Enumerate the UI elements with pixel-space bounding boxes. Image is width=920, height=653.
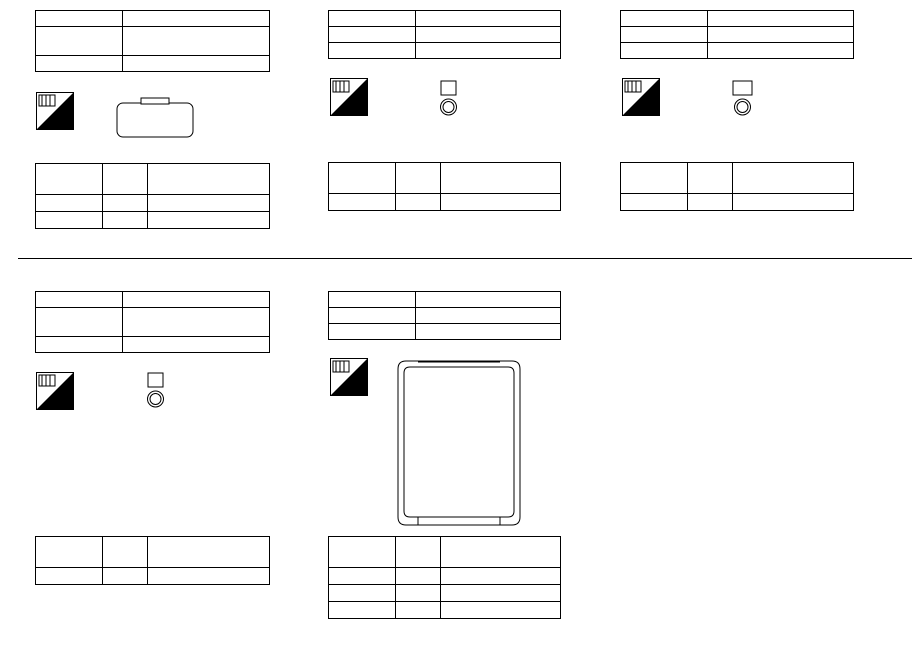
signal-name-header: [441, 537, 561, 568]
connector-name-label: [621, 27, 708, 43]
connector-no-label: [36, 292, 123, 308]
connector-no-value: [416, 11, 561, 27]
connector-name-label: [36, 27, 123, 56]
connector-face-f44: [145, 372, 167, 410]
terminal-no-header: [36, 537, 103, 568]
connector-info-f44: [35, 291, 270, 353]
connector-no-label: [621, 11, 708, 27]
connector-color-label: [621, 43, 708, 59]
connector-name-value: [416, 308, 561, 324]
signal-name-header: [148, 537, 270, 568]
harness-side-icon: [36, 92, 74, 130]
terminal-table-f28: [620, 162, 854, 211]
connector-name-value: [123, 308, 270, 337]
connector-no-value: [123, 292, 270, 308]
harness-side-icon: [622, 78, 660, 116]
connector-no-value: [708, 11, 854, 27]
connector-color-label: [36, 337, 123, 353]
connector-info-f26: [35, 10, 270, 72]
connector-no-label: [329, 292, 416, 308]
wire-color-header: [103, 537, 148, 568]
signal-name-header: [441, 163, 561, 194]
connector-color-label: [36, 56, 123, 72]
connector-name-label: [329, 27, 416, 43]
terminal-table-f44: [35, 536, 270, 585]
connector-color-label: [329, 324, 416, 340]
connector-no-value: [123, 11, 270, 27]
signal-name-header: [733, 163, 854, 194]
table-row: [36, 212, 270, 229]
terminal-no-header: [621, 163, 688, 194]
connector-info-f27: [328, 10, 561, 59]
terminal-table-f26: [35, 163, 270, 229]
connector-color-value: [416, 43, 561, 59]
connector-face-f26: [116, 97, 196, 139]
connector-face-f50: [396, 360, 522, 528]
table-row: [621, 194, 854, 211]
wire-color-header: [688, 163, 733, 194]
table-row: [329, 194, 561, 211]
signal-name-header: [148, 164, 270, 195]
table-row: [36, 568, 270, 585]
connector-face-f27: [438, 80, 460, 118]
wire-color-header: [103, 164, 148, 195]
connector-face-f28: [730, 80, 756, 118]
connector-no-label: [36, 11, 123, 27]
connector-color-value: [123, 337, 270, 353]
terminal-table-f50: [328, 536, 561, 619]
harness-side-icon: [330, 78, 368, 116]
harness-side-icon: [36, 372, 74, 410]
table-row: [329, 568, 561, 585]
section-divider: [18, 258, 912, 259]
connector-name-label: [329, 308, 416, 324]
connector-info-f50: [328, 291, 561, 340]
connector-name-value: [123, 27, 270, 56]
connector-info-f28: [620, 10, 854, 59]
terminal-no-header: [329, 163, 396, 194]
connector-color-value: [123, 56, 270, 72]
terminal-no-header: [329, 537, 396, 568]
connector-name-label: [36, 308, 123, 337]
connector-name-value: [416, 27, 561, 43]
wire-color-header: [396, 537, 441, 568]
harness-side-icon: [330, 358, 368, 396]
terminal-no-header: [36, 164, 103, 195]
connector-color-value: [416, 324, 561, 340]
connector-color-label: [329, 43, 416, 59]
table-row: [329, 602, 561, 619]
connector-name-value: [708, 27, 854, 43]
connector-no-label: [329, 11, 416, 27]
terminal-table-f27: [328, 162, 561, 211]
connector-no-value: [416, 292, 561, 308]
connector-color-value: [708, 43, 854, 59]
table-row: [329, 585, 561, 602]
wire-color-header: [396, 163, 441, 194]
table-row: [36, 195, 270, 212]
